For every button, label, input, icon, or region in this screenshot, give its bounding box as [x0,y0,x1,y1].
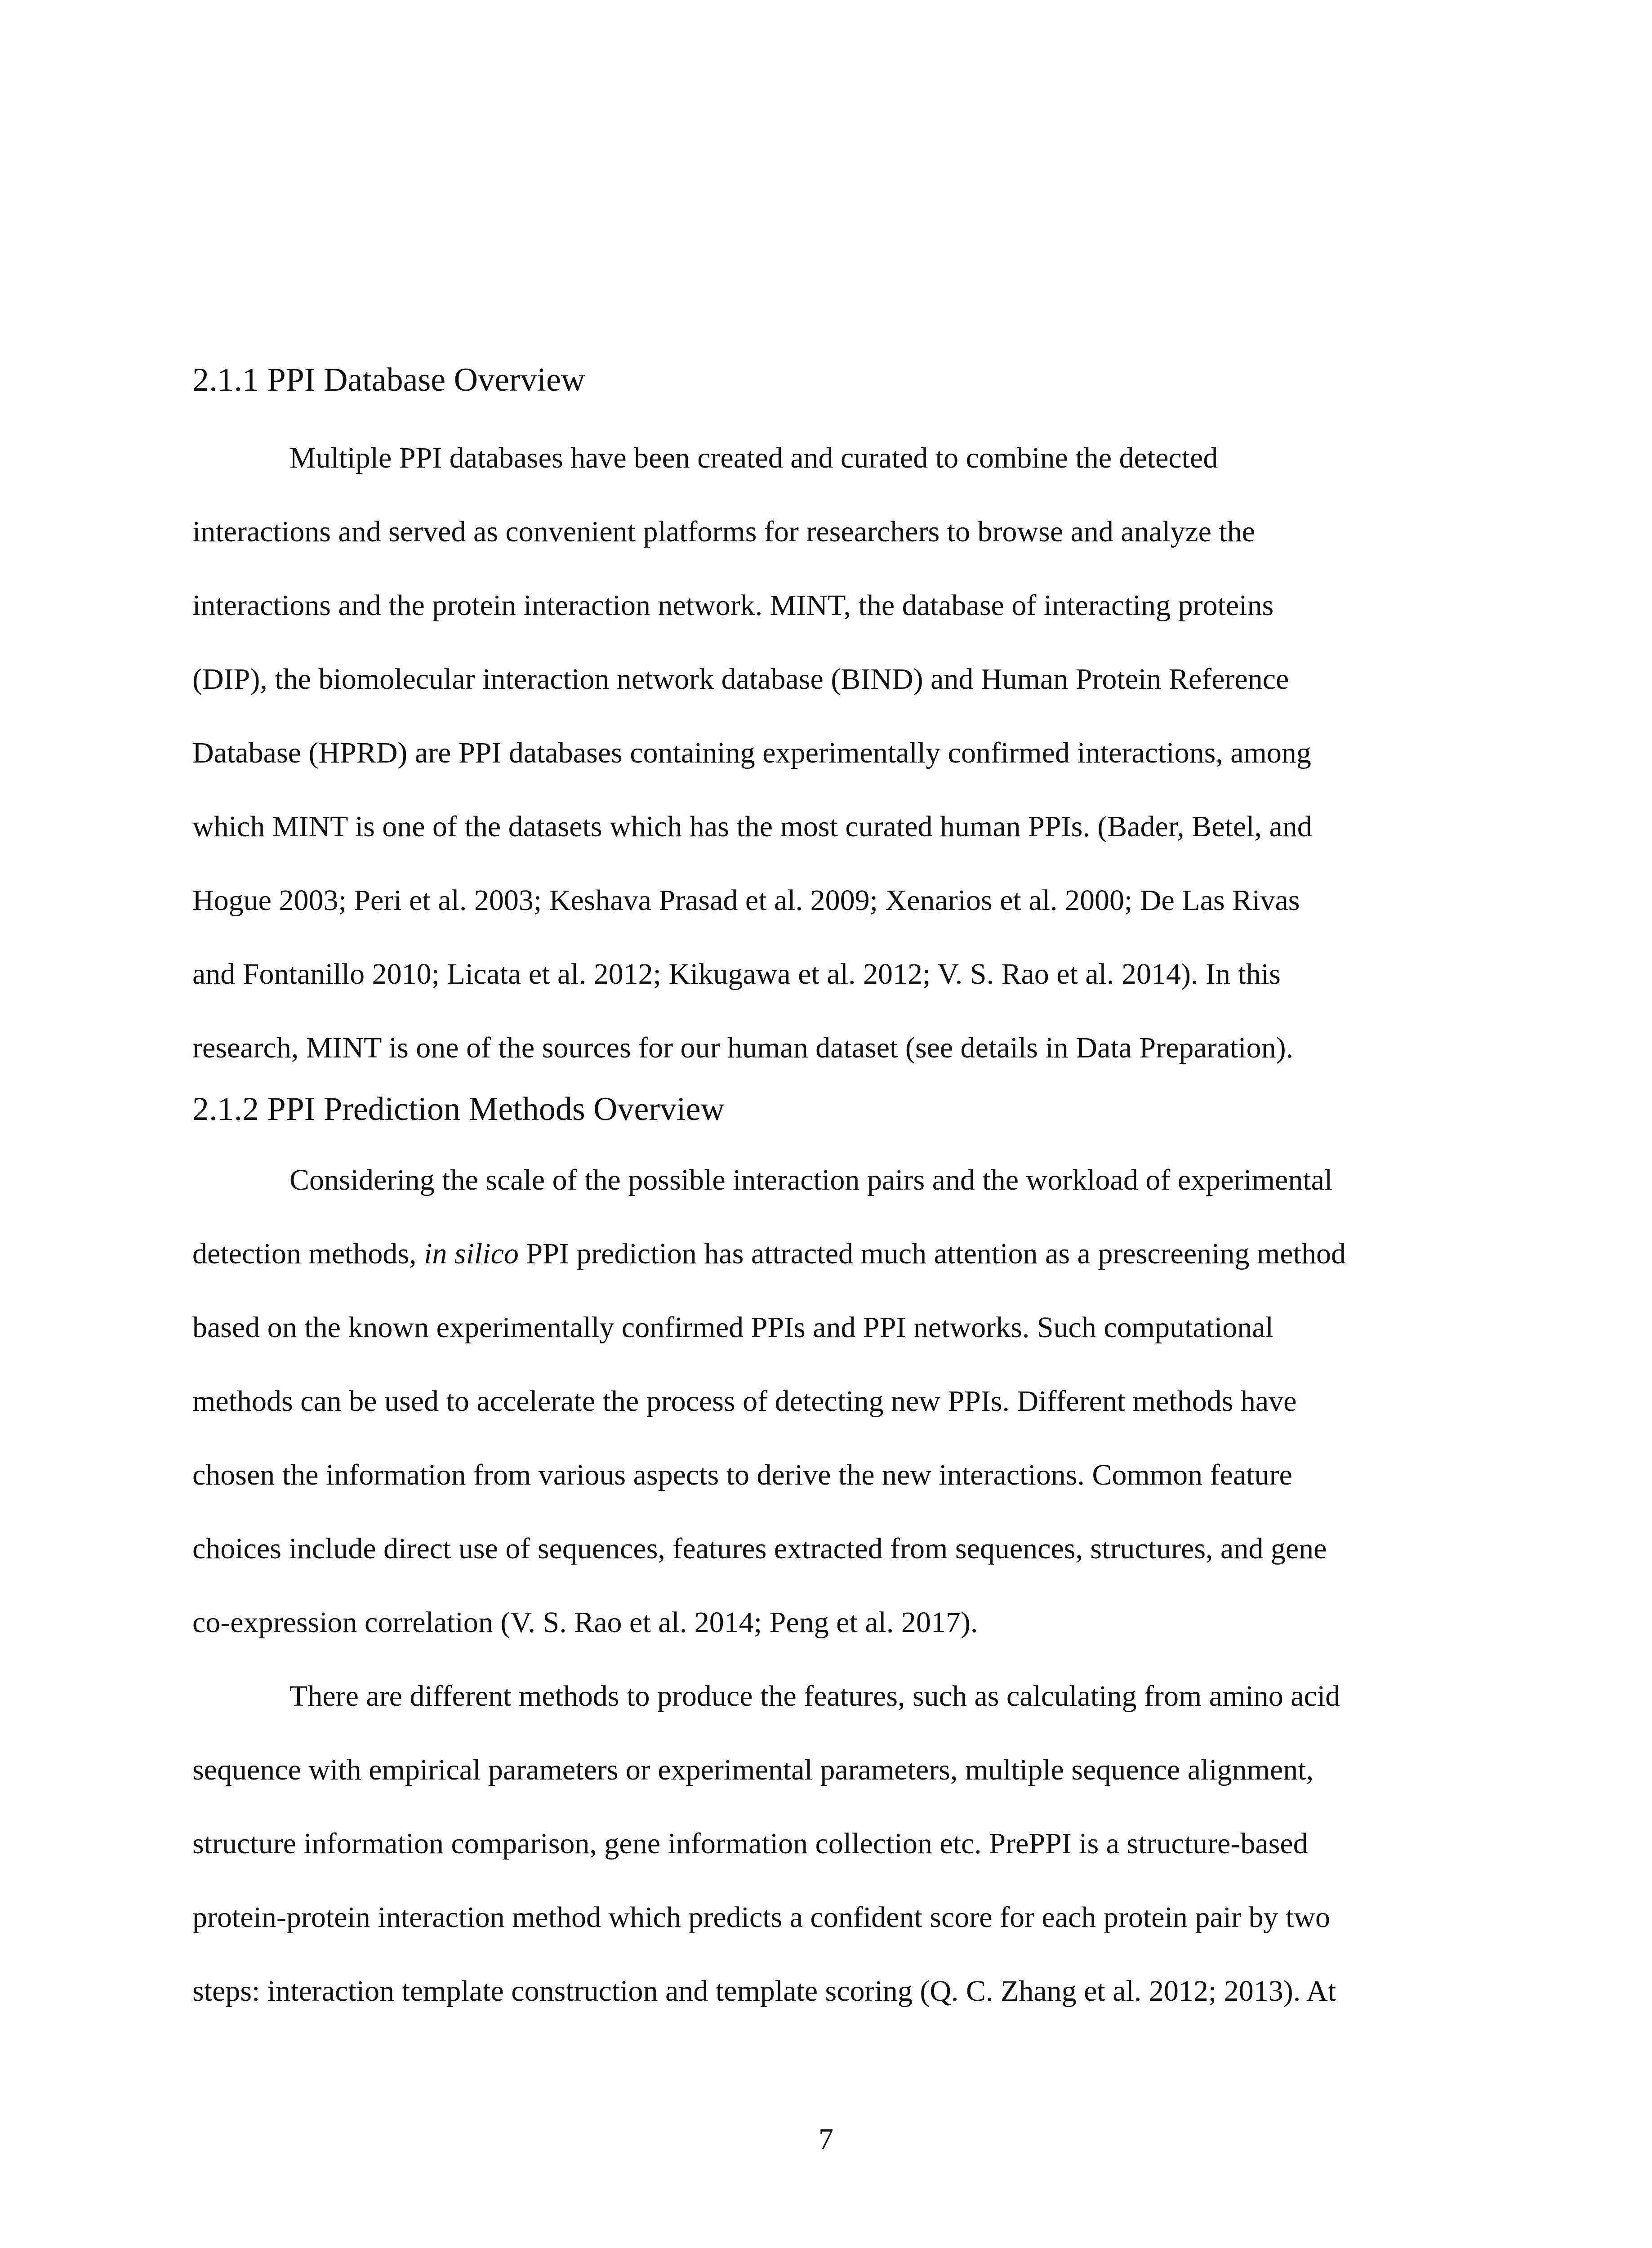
text-line: (DIP), the biomolecular interaction network database (BIND) and Human Protein Reference [192,663,1289,696]
text-line: and Fontanillo 2010; Licata et al. 2012; Kikugawa et al. 2012; V. S. Rao et al. 2014). In this [192,958,1281,990]
text-line: sequence with empirical parameters or experimental parameters, multiple sequence alignment, [192,1753,1314,1786]
text-line: structure information comparison, gene information collection etc. PrePPI is a structure-based [192,1827,1308,1860]
text-line: chosen the information from various aspects to derive the new interactions. Common feature [192,1459,1292,1491]
text-line: research, MINT is one of the sources for our human dataset (see details in Data Preparation). [192,1031,1294,1064]
text-line: Database (HPRD) are PPI databases containing experimentally confirmed interactions, among [192,736,1311,769]
text-run: detection methods, [192,1237,424,1270]
section-heading-2-1-2: 2.1.2 PPI Prediction Methods Overview [192,1091,725,1128]
text-line [192,1217,1451,1291]
text-run: PPI prediction has attracted much attention as a prescreening method [518,1237,1346,1270]
text-line: Considering the scale of the possible interaction pairs and the workload of experimental [289,1164,1333,1196]
section-heading-2-1-1: 2.1.1 PPI Database Overview [192,361,585,398]
text-line: interactions and the protein interaction network. MINT, the database of interacting proteins [192,589,1274,622]
text-line: protein-protein interaction method which predicts a confident score for each protein pair by two [192,1901,1330,1934]
text-line: which MINT is one of the datasets which has the most curated human PPIs. (Bader, Betel, and [192,810,1312,843]
paragraph-ppi-database-overview [192,421,1451,1085]
text-line: steps: interaction template construction and template scoring (Q. C. Zhang et al. 2012; 2013). At [192,1975,1336,2007]
italic-term: in silico [424,1237,519,1270]
text-line: Multiple PPI databases have been created and curated to combine the detected [289,442,1218,474]
text-line: choices include direct use of sequences, features extracted from sequences, structures, and gene [192,1532,1327,1565]
text-line: methods can be used to accelerate the process of detecting new PPIs. Different methods have [192,1385,1297,1418]
text-line: Hogue 2003; Peri et al. 2003; Keshava Prasad et al. 2009; Xenarios et al. 2000; De Las Rivas [192,884,1300,917]
text-line: There are different methods to produce the features, such as calculating from amino acid [289,1680,1340,1713]
page-content [192,357,1451,2028]
paragraph-prediction-methods [192,1143,1451,1659]
paragraph-feature-methods [192,1659,1451,2028]
page-number: 7 [819,2123,833,2155]
text-line: interactions and served as convenient platforms for researchers to browse and analyze the [192,515,1256,548]
text-line: co-expression correlation (V. S. Rao et al. 2014; Peng et al. 2017). [192,1606,978,1639]
text-line: based on the known experimentally confirmed PPIs and PPI networks. Such computational [192,1311,1274,1344]
